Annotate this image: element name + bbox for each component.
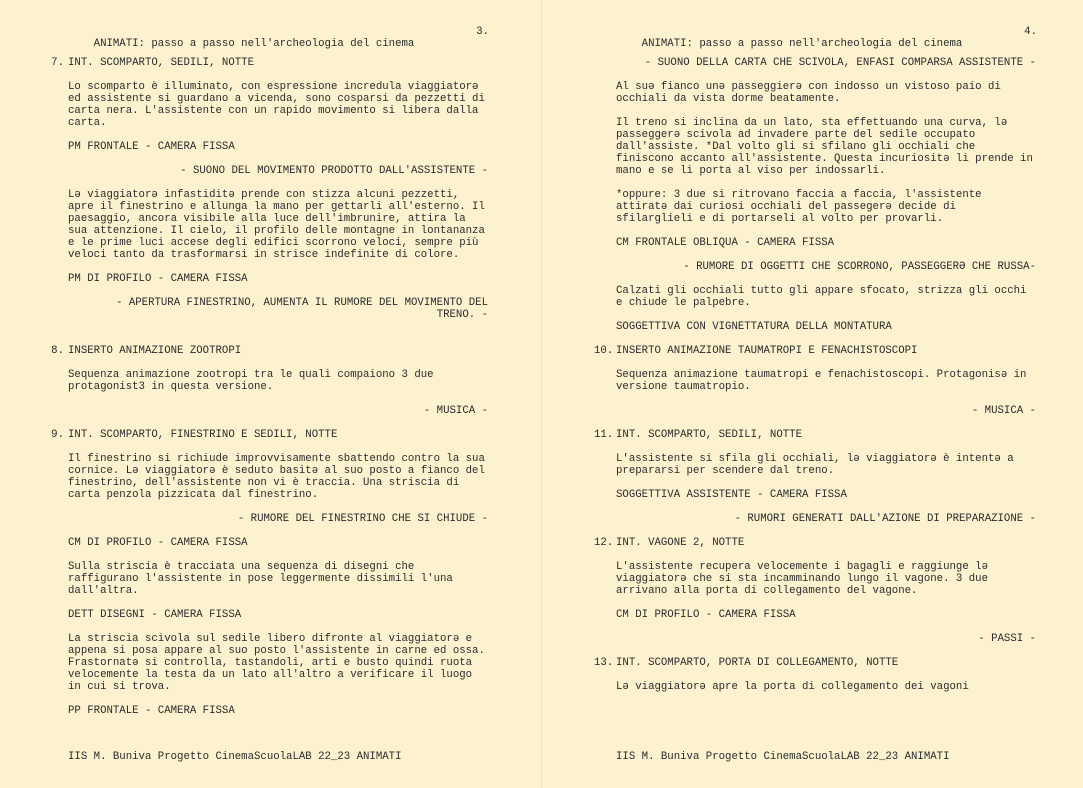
- scene-number: 12.: [594, 537, 614, 549]
- sound-cue: - SUONO DEL MOVIMENTO PRODOTTO DALL'ASSISTENTE -: [180, 165, 488, 177]
- sound-cue: - APERTURA FINESTRINO, AUMENTA IL RUMORE DEL MOVIMENTO DEL: [116, 297, 488, 309]
- scene-9: [51, 429, 488, 717]
- scene-number: 7.: [51, 57, 64, 69]
- sound-cue: - RUMORE DI OGGETTI CHE SCORRONO, PASSEGGERƏ CHE RUSSA-: [683, 261, 1036, 273]
- header-title: ANIMATI: passo a passo nell'archeologia del cinema: [93, 38, 415, 50]
- scene-7: [51, 57, 488, 321]
- action-text: La striscia scivola sul sedile libero difronte al viaggiatorə e appena si posa appare al suo posto l'assistente in carne ed ossa. Frastornatə si controlla, tastandoli, arti e busto quindi ruota velocemente la testa da un lato all'altro a verificare il luogo in cui si trova.: [68, 633, 485, 693]
- scene-heading: INT. VAGONE 2, NOTTE: [616, 537, 745, 549]
- action-text: Al suə fianco unə passeggierə con indosso un vistoso paio di occhiali da vista dorme beatamente.: [616, 81, 1001, 105]
- scene-number: 10.: [594, 345, 614, 357]
- scene-heading: INT. SCOMPARTO, SEDILI, NOTTE: [68, 57, 254, 69]
- shot-direction: CM FRONTALE OBLIQUA - CAMERA FISSA: [616, 237, 835, 249]
- page-footer: IIS M. Buniva Progetto CinemaScuolaLAB 22_23 ANIMATI: [68, 751, 402, 763]
- script-page-3: [0, 0, 541, 788]
- sound-cue-continuation: TRENO. -: [436, 309, 488, 321]
- action-text: *oppure: 3 due si ritrovano faccia a faccia, l'assistente attiratə dai curiosi occhiali del passegerə decide di sfilarglieli e di portarseli al volto per provarli.: [616, 189, 982, 225]
- scene-number: 13.: [594, 657, 614, 669]
- sound-cue: - RUMORE DEL FINESTRINO CHE SI CHIUDE -: [237, 513, 488, 525]
- scene-13: [594, 657, 1036, 693]
- page-number: 4.: [1024, 26, 1037, 38]
- action-text: Lə viaggiatorə infastiditə prende con stizza alcuni pezzetti, apre il finestrino e allunga la mano per gettarli all'esterno. Il paesaggio, ancora visibile alla luce dell'imbrunire, attira la sua attenzione. Il cielo, il profilo delle montagne in lontananza e le prime luci accese degli edifici scorrono veloci, sempre più veloci tanto da trasformarsi in strisce indefinite di colore.: [68, 189, 485, 261]
- action-text: Sequenza animazione zootropi tra le quali compaiono 3 due protagonist3 in questa versione.: [68, 369, 434, 393]
- sound-cue: - PASSI -: [978, 633, 1036, 645]
- scene-11: [594, 429, 1036, 525]
- shot-direction: SOGGETTIVA CON VIGNETTATURA DELLA MONTATURA: [616, 321, 892, 333]
- shot-direction: SOGGETTIVA ASSISTENTE - CAMERA FISSA: [616, 489, 847, 501]
- shot-direction: PM DI PROFILO - CAMERA FISSA: [68, 273, 248, 285]
- sound-cue: - MUSICA -: [423, 405, 488, 417]
- sound-cue: - MUSICA -: [971, 405, 1036, 417]
- action-text: Sequenza animazione taumatropi e fenachistoscopi. Protagonisə in versione taumatropio.: [616, 369, 1027, 393]
- shot-direction: CM DI PROFILO - CAMERA FISSA: [616, 609, 796, 621]
- header-title: ANIMATI: passo a passo nell'archeologia del cinema: [641, 38, 963, 50]
- scene-10: [594, 345, 1036, 417]
- script-page-4: [542, 0, 1083, 788]
- page-footer: IIS M. Buniva Progetto CinemaScuolaLAB 22_23 ANIMATI: [616, 751, 950, 763]
- action-text: L'assistente recupera velocemente i bagagli e raggiunge lə viaggiatorə che si sta incamminando lungo il vagone. 3 due arrivano alla porta di collegamento del vagone.: [616, 561, 988, 597]
- scene-12: [594, 537, 1036, 645]
- page-number: 3.: [476, 26, 489, 38]
- action-text: Calzati gli occhiali tutto gli appare sfocato, strizza gli occhi e chiude le palpebre.: [616, 285, 1027, 309]
- sound-cue: - SUONO DELLA CARTA CHE SCIVOLA, ENFASI COMPARSA ASSISTENTE -: [644, 57, 1036, 69]
- sound-cue: - RUMORI GENERATI DALL'AZIONE DI PREPARAZIONE -: [734, 513, 1036, 525]
- action-text: Il treno si inclina da un lato, sta effettuando una curva, lə passeggerə scivola ad invadere parte del sedile occupato dall'assiste. *Dal volto gli si sfilano gli occhiali che finiscono accanto all'assistente. Questa incuriositə li prende in mano e se li porta al viso per indossarli.: [616, 117, 1033, 177]
- scene-9-continued: [616, 57, 1036, 333]
- action-text: Lo scomparto è illuminato, con espressione incredula viaggiatorə ed assistente si guardano a vicenda, sono cosparsi da pezzetti di carta nera. L'assistente con un rapido movimento si libera dalla carta.: [68, 81, 485, 129]
- page-body: [51, 57, 488, 729]
- page-body: [594, 57, 1036, 705]
- scene-number: 8.: [51, 345, 64, 357]
- scene-heading: INT. SCOMPARTO, PORTA DI COLLEGAMENTO, NOTTE: [616, 657, 899, 669]
- action-text: L'assistente si sfila gli occhiali, lə viaggiatorə è intentə a prepararsi per scendere dal treno.: [616, 453, 1014, 477]
- scene-number: 11.: [594, 429, 614, 441]
- shot-direction: PP FRONTALE - CAMERA FISSA: [68, 705, 235, 717]
- shot-direction: PM FRONTALE - CAMERA FISSA: [68, 141, 235, 153]
- action-text: Lə viaggiatorə apre la porta di collegamento dei vagoni: [616, 681, 969, 693]
- scene-number: 9.: [51, 429, 64, 441]
- shot-direction: CM DI PROFILO - CAMERA FISSA: [68, 537, 248, 549]
- shot-direction: DETT DISEGNI - CAMERA FISSA: [68, 609, 242, 621]
- scene-heading: INSERTO ANIMAZIONE ZOOTROPI: [68, 345, 242, 357]
- action-text: Il finestrino si richiude improvvisamente sbattendo contro la sua cornice. Lə viaggiatorə è seduto basitə al suo posto a fianco del finestrino, dell'assistente non vi è traccia. Una striscia di carta penzola pizzicata dal finestrino.: [68, 453, 485, 501]
- scene-heading: INT. SCOMPARTO, SEDILI, NOTTE: [616, 429, 802, 441]
- action-text: Sulla striscia è tracciata una sequenza di disegni che raffigurano l'assistente in pose leggermente dissimili l'una dall'altra.: [68, 561, 453, 597]
- scene-heading: INT. SCOMPARTO, FINESTRINO E SEDILI, NOTTE: [68, 429, 338, 441]
- scene-8: [51, 345, 488, 417]
- scene-heading: INSERTO ANIMAZIONE TAUMATROPI E FENACHISTOSCOPI: [616, 345, 918, 357]
